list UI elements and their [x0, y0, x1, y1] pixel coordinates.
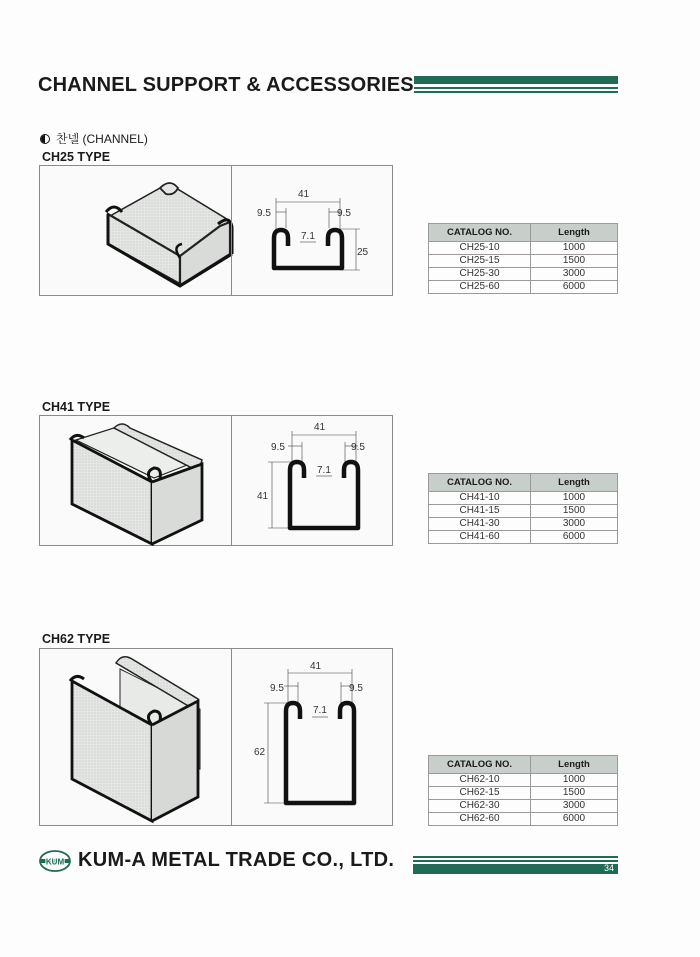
catalog-cell: CH41-30 — [429, 518, 531, 531]
dim-lip-left: 9.5 — [271, 442, 285, 453]
logo-text: KUM — [45, 857, 65, 867]
catalog-cell: CH25-30 — [429, 268, 531, 281]
dim-width: 41 — [314, 422, 326, 433]
table-row — [429, 800, 618, 813]
length-cell: 1000 — [531, 492, 618, 505]
table-row — [429, 492, 618, 505]
dim-opening: 7.1 — [313, 705, 327, 716]
ch62-figure-box — [39, 648, 393, 826]
col-length: Length — [531, 474, 618, 492]
ch41-section-drawing — [40, 416, 394, 547]
col-catalog-no: CATALOG NO. — [429, 474, 531, 492]
dim-opening: 7.1 — [317, 465, 331, 476]
ch41-catalog-table — [428, 473, 618, 544]
dim-lip-left: 9.5 — [270, 683, 284, 694]
length-cell: 6000 — [531, 281, 618, 294]
dim-width: 41 — [298, 189, 310, 200]
dim-height: 25 — [357, 247, 369, 258]
length-cell: 1000 — [531, 774, 618, 787]
company-name: KUM-A METAL TRADE CO., LTD. — [78, 849, 395, 871]
table-row — [429, 268, 618, 281]
subtitle-text: 찬넬 (CHANNEL) — [56, 132, 148, 146]
catalog-cell: CH62-10 — [429, 774, 531, 787]
catalog-cell: CH25-15 — [429, 255, 531, 268]
col-catalog-no: CATALOG NO. — [429, 224, 531, 242]
table-row — [429, 531, 618, 544]
dim-lip-right: 9.5 — [349, 683, 363, 694]
ch25-figure-box — [39, 165, 393, 296]
catalog-cell: CH41-15 — [429, 505, 531, 518]
dim-lip-right: 9.5 — [351, 442, 365, 453]
dim-lip-right: 9.5 — [337, 208, 351, 219]
length-cell: 3000 — [531, 800, 618, 813]
length-cell: 3000 — [531, 268, 618, 281]
catalog-cell: CH62-30 — [429, 800, 531, 813]
header-rule — [414, 76, 618, 96]
catalog-cell: CH25-10 — [429, 242, 531, 255]
dim-height: 62 — [254, 747, 266, 758]
col-length: Length — [531, 756, 618, 774]
ch25-section-drawing — [40, 166, 394, 297]
col-catalog-no: CATALOG NO. — [429, 756, 531, 774]
ch41-figure-box — [39, 415, 393, 546]
length-cell: 1000 — [531, 242, 618, 255]
section-label-ch25: CH25 TYPE — [42, 150, 111, 164]
table-row — [429, 255, 618, 268]
ch62-catalog-table — [428, 755, 618, 826]
catalog-cell: CH41-10 — [429, 492, 531, 505]
dim-opening: 7.1 — [301, 231, 315, 242]
length-cell: 6000 — [531, 813, 618, 826]
section-label-ch41: CH41 TYPE — [42, 400, 111, 414]
length-cell: 3000 — [531, 518, 618, 531]
company-logo-icon — [39, 850, 71, 872]
section-label-ch62: CH62 TYPE — [42, 632, 111, 646]
table-row — [429, 505, 618, 518]
catalog-cell: CH62-15 — [429, 787, 531, 800]
table-row — [429, 242, 618, 255]
page-title: CHANNEL SUPPORT & ACCESSORIES — [38, 74, 414, 96]
dim-height: 41 — [257, 491, 269, 502]
length-cell: 1500 — [531, 505, 618, 518]
table-row — [429, 787, 618, 800]
table-row — [429, 281, 618, 294]
half-circle-icon — [40, 134, 50, 144]
table-row — [429, 813, 618, 826]
length-cell: 6000 — [531, 531, 618, 544]
catalog-cell: CH62-60 — [429, 813, 531, 826]
table-row — [429, 774, 618, 787]
catalog-cell: CH25-60 — [429, 281, 531, 294]
table-row — [429, 518, 618, 531]
page-number: 34 — [603, 863, 614, 873]
dim-width: 41 — [310, 661, 322, 672]
dim-lip-left: 9.5 — [257, 208, 271, 219]
length-cell: 1500 — [531, 255, 618, 268]
ch25-catalog-table — [428, 223, 618, 294]
footer-rule — [413, 856, 618, 876]
length-cell: 1500 — [531, 787, 618, 800]
section-subtitle — [40, 130, 148, 147]
ch62-section-drawing — [40, 649, 394, 827]
col-length: Length — [531, 224, 618, 242]
catalog-cell: CH41-60 — [429, 531, 531, 544]
